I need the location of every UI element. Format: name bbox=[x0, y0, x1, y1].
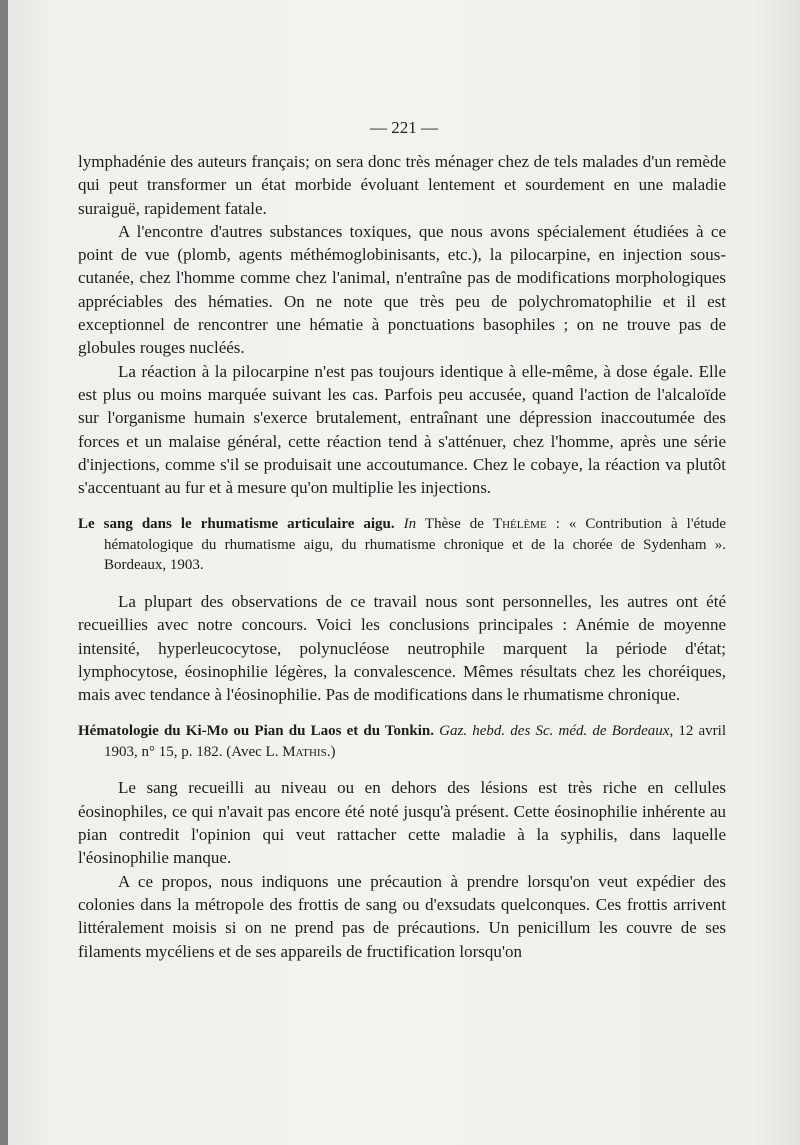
reference-author: Mathis bbox=[282, 743, 327, 760]
paragraph-6: A ce propos, nous indiquons une précaution à prendre lorsqu'on veut expédier des colonies dans la métropole des frottis de sang ou d'exsudats quelconques. Ces frottis arrivent littéralement moisis si on ne prend pas de précautions. Un penicillum les couvre de ses filaments mycéliens et de ses appareils de fructification lorsqu'on bbox=[78, 871, 726, 961]
paragraph-2: A l'encontre d'autres substances toxiques, que nous avons spécialement étudiées à ce point de vue (plomb, agents méthémoglobinisants, etc.), la pilocarpine, en injection sous-cutanée, chez l'homme comme chez l'animal, n'entraîne pas de modifications morphologiques appréciables des hématies. On ne note que très peu de polychromatophilie et il est exceptionnel de rencontrer une hématie à ponctuations basophiles ; on ne trouve pas de globules rouges nucléés. bbox=[78, 221, 726, 358]
reference-pre: Thèse de bbox=[424, 516, 484, 533]
paragraph-5: Le sang recueilli au niveau ou en dehors des lésions est très riche en cellules éosinophiles, ce qui n'avait pas encore été noté jusqu'à présent. Cette éosinophilie inhérente au pian contredit l'opinion qui veut rattacher cette maladie à la syphilis, dans laquelle l'éosinophilie manque. bbox=[78, 778, 726, 868]
page-body bbox=[78, 150, 726, 963]
paragraph-4: La plupart des observations de ce travail nous sont personnelles, les autres ont été recueillies avec notre concours. Voici les conclusions principales : Anémie de moyenne intensité, hyperleucocytose, polynucléose neutrophile marquent la période d'état; lymphocytose, éosinophilie légères, la convalescence. Mêmes résultats chez les choréiques, mais avec tendance à l'éosinophilie. Pas de modifications dans le rhumatisme chronique. bbox=[78, 591, 726, 705]
reference-pre: 12 avril 1903, n° 15, p. 182. (Avec L. bbox=[104, 723, 727, 760]
reference-journal: Gaz. hebd. des Sc. méd. de Bordeaux, bbox=[439, 723, 674, 740]
reference-post: .) bbox=[326, 743, 336, 760]
page-number: — 221 — bbox=[370, 118, 438, 137]
reference-in: In bbox=[403, 516, 417, 533]
reference-author: Thélème bbox=[492, 516, 547, 533]
reference-rest: : « Contribution à l'étude hématologique du rhumatisme aigu, du rhumatisme chronique et de la chorée de Sydenham ». Bordeaux, 1903. bbox=[104, 516, 727, 574]
paragraph-3: La réaction à la pilocarpine n'est pas toujours identique à elle-même, à dose égale. Elle est plus ou moins marquée suivant les cas. Parfois peu accusée, quand l'action de l'alcaloïde sur l'organisme humain s'exerce brutalement, entraînant une dépression inaccoutumée des forces et un malaise général, cette réaction tend à s'atténuer, chez l'homme, après une série d'injections, comme s'il se produisait une accoutumance. Chez le cobaye, la réaction va plutôt s'accentuant au fur et à mesure qu'on multiplie les injections. bbox=[78, 361, 726, 498]
document-page bbox=[8, 0, 800, 1145]
reference-rhumatisme bbox=[78, 514, 727, 576]
reference-kimo bbox=[78, 721, 727, 762]
reference-title: Hématologie du Ki-Mo ou Pian du Laos et du Tonkin. bbox=[78, 723, 435, 740]
paragraph-1: lymphadénie des auteurs français; on sera donc très ménager chez de tels malades d'un remède qui peut transformer un état morbide évoluant lentement et sourdement en une maladie suraiguë, rapidement fatale. bbox=[78, 152, 726, 218]
reference-title: Le sang dans le rhumatisme articulaire aigu. bbox=[78, 516, 395, 533]
